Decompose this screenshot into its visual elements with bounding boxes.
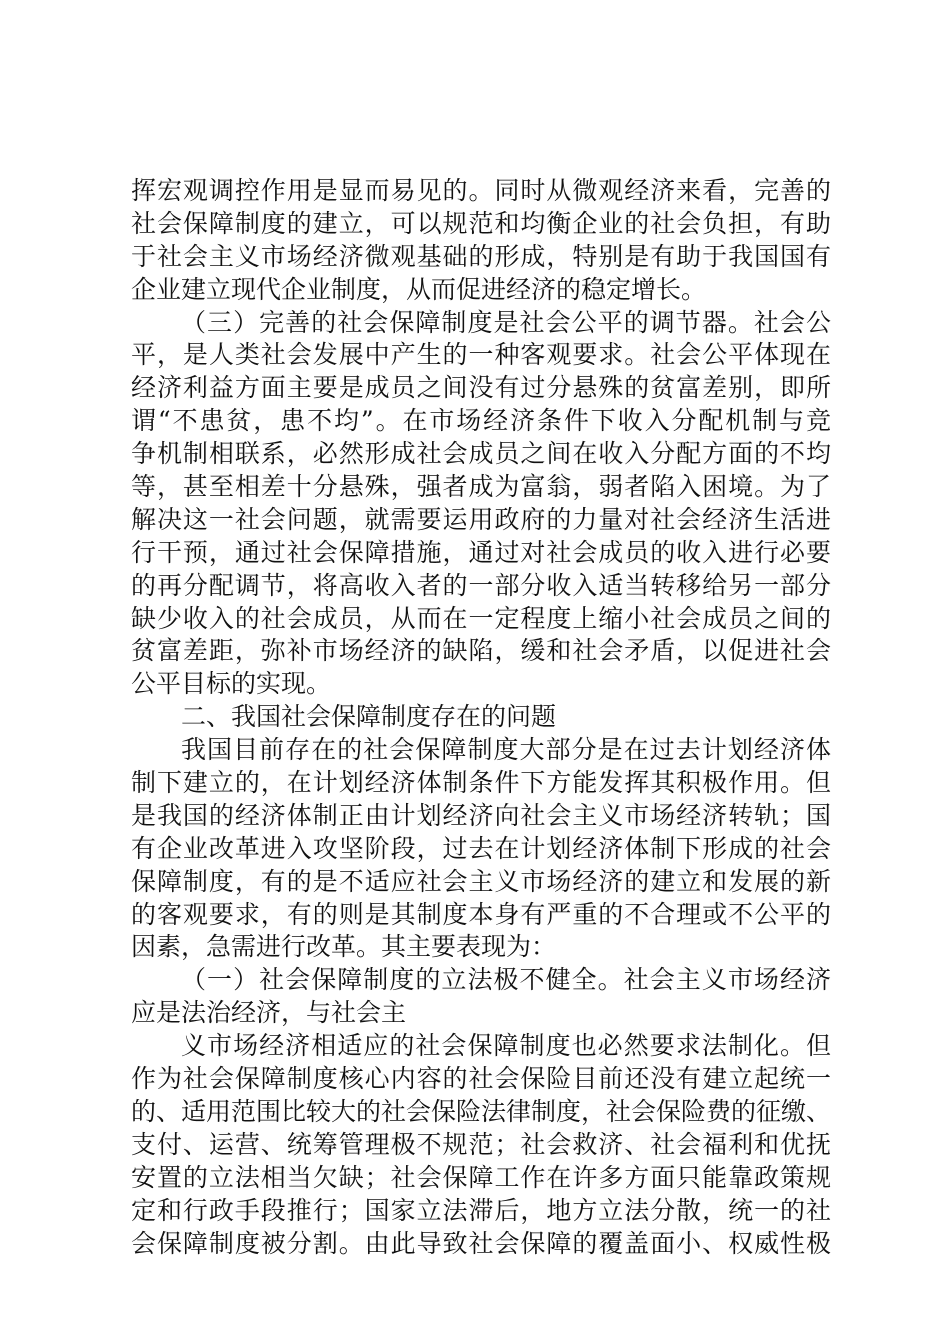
text-line: 因素，急需进行改革。其主要表现为：	[131, 932, 557, 962]
text-line: 安置的立法相当欠缺；社会保障工作在许多方面只能靠政策规	[131, 1162, 831, 1192]
text-line: 争机制相联系，必然形成社会成员之间在收入分配方面的不均	[131, 439, 831, 469]
text-line: 缺少收入的社会成员，从而在一定程度上缩小社会成员之间的	[131, 603, 831, 633]
text-line: 经济利益方面主要是成员之间没有过分悬殊的贫富差别，即所	[131, 373, 831, 403]
text-line: 社会保障制度的建立，可以规范和均衡企业的社会负担，有助	[131, 208, 831, 238]
text-line: 二、我国社会保障制度存在的问题	[181, 702, 557, 732]
text-line: 义市场经济相适应的社会保障制度也必然要求法制化。但	[181, 1031, 831, 1061]
text-line: 行干预，通过社会保障措施，通过对社会成员的收入进行必要	[131, 537, 831, 567]
text-line: 制下建立的，在计划经济体制条件下方能发挥其积极作用。但	[131, 768, 831, 798]
text-line: 谓“不患贫，患不均”。在市场经济条件下收入分配机制与竞	[131, 406, 831, 436]
text-line: 支付、运营、统筹管理极不规范；社会救济、社会福利和优抚	[131, 1129, 831, 1159]
document-body	[131, 175, 831, 1260]
text-line: 等，甚至相差十分悬殊，强者成为富翁，弱者陷入困境。为了	[131, 472, 831, 502]
text-line: 是我国的经济体制正由计划经济向社会主义市场经济转轨；国	[131, 800, 831, 830]
text-line: 解决这一社会问题，就需要运用政府的力量对社会经济生活进	[131, 504, 831, 534]
text-line: 于社会主义市场经济微观基础的形成，特别是有助于我国国有	[131, 241, 831, 271]
text-line: 企业建立现代企业制度，从而促进经济的稳定增长。	[131, 274, 707, 304]
text-line: 我国目前存在的社会保障制度大部分是在过去计划经济体	[181, 735, 831, 765]
text-line: （一）社会保障制度的立法极不健全。社会主义市场经济	[181, 965, 831, 995]
text-line: 挥宏观调控作用是显而易见的。同时从微观经济来看，完善的	[131, 176, 831, 205]
text-line: 的、适用范围比较大的社会保险法律制度，社会保险费的征缴、	[131, 1096, 832, 1126]
text-line: 保障制度，有的是不适应社会主义市场经济的建立和发展的新	[131, 866, 831, 896]
text-line: 公平目标的实现。	[131, 669, 332, 699]
text-line: 有企业改革进入攻坚阶段，过去在计划经济体制下形成的社会	[131, 833, 831, 863]
text-line: 定和行政手段推行；国家立法滞后，地方立法分散，统一的社	[131, 1195, 831, 1225]
text-line: 平，是人类社会发展中产生的一种客观要求。社会公平体现在	[131, 340, 831, 370]
text-line: 会保障制度被分割。由此导致社会保障的覆盖面小、权威性极	[131, 1228, 831, 1258]
text-line: 的再分配调节，将高收入者的一部分收入适当转移给另一部分	[131, 570, 831, 600]
text-line: 贫富差距，弥补市场经济的缺陷，缓和社会矛盾，以促进社会	[131, 636, 831, 666]
text-line: 作为社会保障制度核心内容的社会保险目前还没有建立起统一	[131, 1064, 831, 1094]
text-line: 的客观要求，有的则是其制度本身有严重的不合理或不公平的	[131, 899, 831, 929]
text-line: （三）完善的社会保障制度是社会公平的调节器。社会公	[181, 307, 831, 337]
text-line: 应是法治经济，与社会主	[131, 998, 407, 1028]
